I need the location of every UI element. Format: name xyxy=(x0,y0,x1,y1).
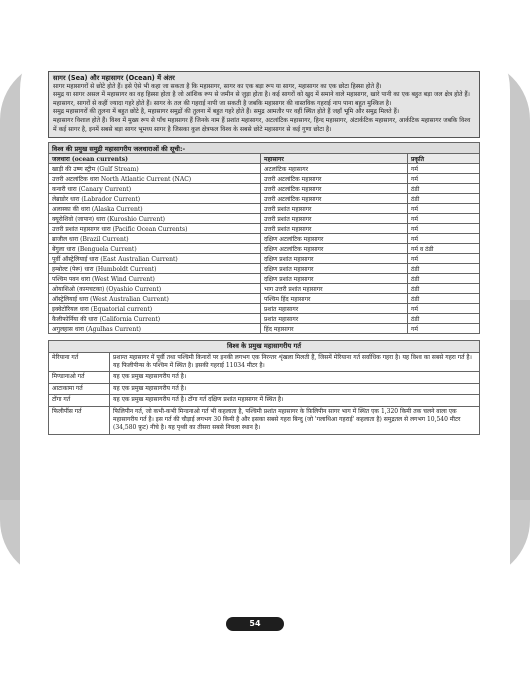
sea-vs-ocean-paragraph: समुद्र या सागर असल में महासागर का वह हिस्सा होता है जो आंशिक रूप से जमीन से जुड़ा होता है। कई सागरों को खुद में समाने वाले महासागर, खारे पानी का एक बहुत बड़ा जल क्षेत्र होते हैं। xyxy=(53,91,470,99)
nature-cell: गर्म xyxy=(408,204,480,214)
nature-cell: ठंडी xyxy=(408,274,480,284)
ocean-cell: दक्षिण प्रशांत महासागर xyxy=(261,254,408,264)
ocean-cell: उत्तरी प्रशांत महासागर xyxy=(261,224,408,234)
nature-cell: ठंडी xyxy=(408,194,480,204)
current-name-cell: कैलीफोर्निया की धारा (California Current) xyxy=(49,314,261,324)
currents-header-row xyxy=(49,154,480,164)
page-number: 54 xyxy=(226,617,284,631)
nature-cell: ठंडी xyxy=(408,264,480,274)
current-name-cell: इक्वेटोरियल धारा (Equatorial current) xyxy=(49,304,261,314)
ocean-cell: अटलांटिक महासागर xyxy=(261,164,408,174)
current-name-cell: बेंगुला धारा (Benguela Current) xyxy=(49,244,261,254)
nature-cell: ठंडी xyxy=(408,294,480,304)
table-row xyxy=(49,406,480,434)
current-name-cell: पूर्वी ऑस्ट्रेलियाई धारा (East Australian Current) xyxy=(49,254,261,264)
nature-cell: गर्म xyxy=(408,254,480,264)
trench-description-cell: प्रशान्त महासागर में पूर्वी तथा पश्चिमी किनारों पर इनकी लगभग एक निरन्तर शृंखला मिलती हैं, जिसमें मेरियाना गर्त सर्वाधिक गहरा है। यह विश्व का सबसे गहरा गर्त है। यह फिलीपीन्स के पश्चिम में स्थित है। इसकी गहराई 11034 मीटर है। xyxy=(110,352,480,372)
trench-name-cell: फिलीपींस गर्त xyxy=(49,406,110,434)
ocean-cell: हिंद महासागर xyxy=(261,324,408,334)
table-row xyxy=(49,204,480,214)
trenches-caption: विश्व के प्रमुख महासागरीय गर्त xyxy=(49,341,480,352)
table-row xyxy=(49,214,480,224)
trench-description-cell: यह एक प्रमुख महासागरीय गर्त है। xyxy=(110,372,480,383)
ocean-cell: उत्तरी अटलांटिक महासागर xyxy=(261,194,408,204)
sea-vs-ocean-paragraph: महासागर, सागरों से कहीं ज्यादा गहरे होते हैं। सागर के तल की गहराई नापी जा सकती है जबकि महासागर की वास्तविक गहराई नाप पाना बहुत मुश्किल है। xyxy=(53,99,392,107)
table-row xyxy=(49,352,480,372)
ocean-cell: पश्चिम हिंद महासागर xyxy=(261,294,408,304)
current-name-cell: खाड़ी की उष्ण स्ट्रीम (Gulf Stream) xyxy=(49,164,261,174)
current-name-cell: ब्राजील धारा (Brazil Current) xyxy=(49,234,261,244)
table-row xyxy=(49,234,480,244)
table-row xyxy=(49,372,480,383)
ocean-cell: उत्तरी अटलांटिक महासागर xyxy=(261,174,408,184)
current-name-cell: अलास्का की धारा (Alaska Current) xyxy=(49,204,261,214)
sea-vs-ocean-paragraph: समुद्र महासागरों की तुलना में बहुत छोटे है, महासागर समुद्रों की तुलना में बहुत गहरे होते हैं। समुद्र आमतौर पर वहीं स्थित होते हैं जहाँ भूमि और समुद्र मिलते हैं। xyxy=(53,108,400,116)
page-content xyxy=(48,71,480,435)
table-row xyxy=(49,254,480,264)
ocean-cell: दक्षिण अटलांटिक महासागर xyxy=(261,244,408,254)
table-row xyxy=(49,184,480,194)
table-row xyxy=(49,244,480,254)
table-row xyxy=(49,274,480,284)
table-row xyxy=(49,164,480,174)
current-name-cell: ऑस्ट्रेलियाई धारा (West Australian Current) xyxy=(49,294,261,304)
table-row xyxy=(49,224,480,234)
nature-cell: गर्म xyxy=(408,164,480,174)
nature-cell: गर्म xyxy=(408,214,480,224)
ocean-cell: उत्तरी प्रशांत महासागर xyxy=(261,214,408,224)
sea-vs-ocean-paragraph: महासागर विशाल होते हैं। विश्व में मुख्य रूप से पाँच महासागर हैं जिनके नाम हैं प्रशांत महासागर, अटलांटिक महासागर, हिन्द महासागर, अंटार्कटिक महासागर, आर्कटिक महासागर जबकि विश्व में कई सागर है, इनमें सबसे बड़ा सागर भूमध्य सागर है जिसका कुल क्षेत्रफल विश्व के सबसे छोटे महासागर से कई गुणा छोटा है। xyxy=(53,116,471,133)
nature-cell: गर्म xyxy=(408,304,480,314)
table-row xyxy=(49,324,480,334)
table-row xyxy=(49,284,480,294)
trench-name-cell: मेरियाना गर्त xyxy=(49,352,110,372)
table-row xyxy=(49,194,480,204)
table-row xyxy=(49,383,480,394)
table-row xyxy=(49,395,480,406)
current-name-cell: उत्तरी प्रशांत महासागर धारा (Pacific Ocean Currents) xyxy=(49,224,261,234)
nature-cell: ठंडी xyxy=(408,284,480,294)
ocean-cell: उत्तरी अटलांटिक महासागर xyxy=(261,184,408,194)
current-name-cell: पश्चिम पवन धारा (West Wind Current) xyxy=(49,274,261,284)
trench-name-cell: आटाकामा गर्त xyxy=(49,383,110,394)
table-row xyxy=(49,304,480,314)
trench-description-cell: यह एक प्रमुख महासागरीय गर्त है। टोंगा गर्त दक्षिण प्रशांत महासागर में स्थित है। xyxy=(110,395,480,406)
currents-caption-row xyxy=(49,143,480,154)
current-name-cell: कनारी धारा (Canary Current) xyxy=(49,184,261,194)
nature-cell: गर्म xyxy=(408,324,480,334)
nature-cell: गर्म xyxy=(408,224,480,234)
trench-name-cell: मिण्डानाओ गर्त xyxy=(49,372,110,383)
current-name-cell: क्यूरोशिवो (जापान) धारा (Kuroshio Current) xyxy=(49,214,261,224)
ocean-cell: उत्तरी प्रशांत महासागर xyxy=(261,204,408,214)
header-current: जलधारा (ocean currents) xyxy=(49,154,261,164)
trench-name-cell: टोंगा गर्त xyxy=(49,395,110,406)
table-row xyxy=(49,294,480,304)
ocean-cell: दक्षिण प्रशांत महासागर xyxy=(261,264,408,274)
currents-caption: विश्व की प्रमुख समुद्री महासागरीय जलधाराओं की सूची:- xyxy=(49,143,480,154)
current-name-cell: ओयाशिओ (कामचटका) (Oyashio Current) xyxy=(49,284,261,294)
ocean-currents-table xyxy=(48,142,480,334)
trenches-caption-row xyxy=(49,341,480,352)
ocean-cell: प्रशांत महासागर xyxy=(261,304,408,314)
trench-description-cell: फिलिपीन गर्त, जो कभी-कभी मिन्डनाओ गर्त भी कहलाता है, पश्चिमी प्रशांत महासागर के फ़िलिपीन सागर भाग में स्थित एक 1,320 किमी तक चलने वाला एक महासागरीय गर्त है। इस गर्त की चौड़ाई लगभग 30 किमी है और इसका सबसे गहरा बिन्दु (जो 'गलाथिआ गहराई' कहलाता है) समुद्रतल से लगभग 10,540 मीटर (34,580 फ़ुट) नीचे है। यह पृथ्वी का तीसरा सबसे निचला स्थान है। xyxy=(110,406,480,434)
sea-vs-ocean-title: सागर (Sea) और महासागर (Ocean) में अंतर xyxy=(53,74,175,82)
trench-description-cell: यह एक प्रमुख महासागरीय गर्त है। xyxy=(110,383,480,394)
ocean-cell: प्रशांत महासागर xyxy=(261,314,408,324)
ocean-trenches-table xyxy=(48,340,480,435)
ocean-cell: भाग उत्तरी प्रशांत महासागर xyxy=(261,284,408,294)
ocean-cell: दक्षिण प्रशांत महासागर xyxy=(261,274,408,284)
nature-cell: ठंडी xyxy=(408,184,480,194)
sea-vs-ocean-paragraph: सागर महासागरों से छोटे होते हैं। इसे ऐसे भी कहा जा सकता है कि महासागर, सागर का एक बड़ा रूप या सागर, महासागर का एक छोटा हिस्सा होते हैं। xyxy=(53,82,382,90)
ocean-cell: दक्षिण अटलांटिक महासागर xyxy=(261,234,408,244)
header-nature: प्रकृति xyxy=(408,154,480,164)
current-name-cell: हम्बोल्ट (पेरू) धारा (Humboldt Current) xyxy=(49,264,261,274)
nature-cell: गर्म xyxy=(408,174,480,184)
current-name-cell: उत्तरी अटलांटिक धारा North Atlantic Current (NAC) xyxy=(49,174,261,184)
current-name-cell: अगुलहास धारा (Agulhas Current) xyxy=(49,324,261,334)
current-name-cell: लेब्राडोर धारा (Labrador Current) xyxy=(49,194,261,204)
table-row xyxy=(49,264,480,274)
nature-cell: ठंडी xyxy=(408,314,480,324)
header-ocean: महासागर xyxy=(261,154,408,164)
sea-vs-ocean-box xyxy=(48,71,480,138)
nature-cell: गर्म xyxy=(408,234,480,244)
table-row xyxy=(49,314,480,324)
nature-cell: गर्म व ठंडी xyxy=(408,244,480,254)
table-row xyxy=(49,174,480,184)
